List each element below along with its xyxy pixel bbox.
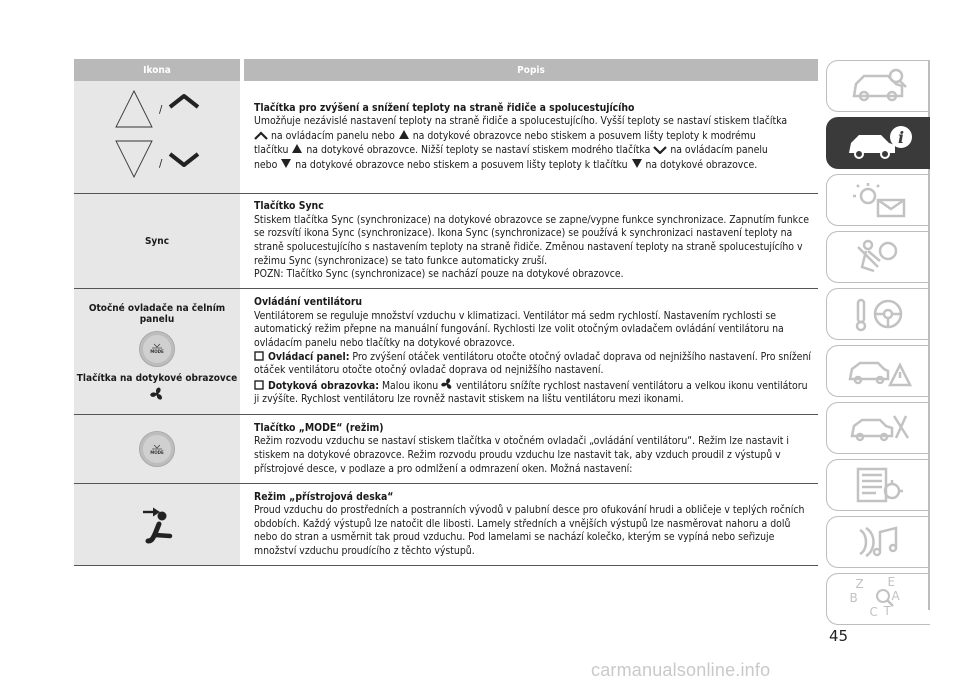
row-title: Režim „přístrojová deska“ bbox=[254, 490, 394, 503]
slash-separator: / bbox=[159, 157, 163, 170]
front-panel-knobs-label: Otočné ovladače na čelním panelu bbox=[88, 302, 226, 325]
row-text: Pro zvýšení otáček ventilátoru otočte otočný ovladač doprava od nejnižšího nastavení. Pro snížení otáček ventilátoru otočte otočný ovladač doprava od nejnižšího nastavení. bbox=[254, 350, 811, 377]
fan-icon-cell bbox=[74, 289, 240, 414]
table-row bbox=[74, 289, 818, 415]
alphabetical-index-icon: Z E B A C T bbox=[849, 575, 900, 619]
subsection-title: Dotyková obrazovka: bbox=[267, 379, 379, 392]
sidebar-tab-steering[interactable] bbox=[826, 288, 930, 340]
row-text: Umožňuje nezávislé nastavení teploty na straně řidiče a spolucestujícího. Vyšší teploty se nastaví stiskem tlačítka bbox=[254, 115, 788, 128]
airbag-seatbelt-icon bbox=[844, 237, 914, 277]
sidebar-tab-index[interactable] bbox=[826, 573, 930, 625]
fan-description bbox=[244, 289, 818, 414]
fan-icon bbox=[441, 378, 453, 390]
row-text: nebo bbox=[254, 158, 278, 171]
panel-mode-icon-cell bbox=[74, 484, 240, 565]
row-text: Stiskem tlačítka Sync (synchronizace) na dotykové obrazovce se zapne/vypne funkce synchronizace. Zapnutím funkce se rozsvítí ikona Sync (synchronizace). Ikona Sync (synchronizace) se používá k synchronizaci nastavení teploty na straně spolucestujícího s nastavením teploty na straně řidiče. Změnou nastavení teploty na straně spolucestujícího v režimu Sync (synchronizace) se tato funkce automaticky zruší. bbox=[254, 213, 809, 267]
mode-icon-cell bbox=[74, 415, 240, 483]
sidebar-tab-airbag[interactable] bbox=[826, 231, 930, 283]
sidebar-tab-multimedia[interactable] bbox=[826, 516, 930, 568]
panel-mode-description bbox=[244, 484, 818, 565]
triangle-down-icon bbox=[114, 139, 154, 179]
page-number: 45 bbox=[829, 627, 849, 645]
specifications-list-icon bbox=[844, 465, 914, 505]
touchscreen-buttons-label: Tlačítka na dotykové obrazovce bbox=[76, 372, 238, 384]
table-header bbox=[74, 59, 818, 81]
square-bullet-icon bbox=[254, 351, 265, 361]
svg-text:i: i bbox=[897, 128, 904, 147]
row-text: Malou ikonu bbox=[381, 379, 439, 392]
row-text: Proud vzduchu do prostředních a postranních vývodů v palubní desce pro ofukování hrudi a obličeje v teplých ročních obdobích. Každý výstupů lze natočit dle libosti. Lamely středních a vnějších výstupů lze nasměrovat nahoru a dolů nebo do stran a usměrnit tak proud vzduchu. Pod lamelami se nachází kolečko, kterým se vypíná nebo seřizuje množství vzduchu proudícího z těchto výstupů. bbox=[254, 504, 805, 557]
chevron-down-icon bbox=[168, 151, 200, 167]
watermark: carmanualsonline.info bbox=[591, 660, 771, 680]
multimedia-icon bbox=[844, 522, 914, 562]
sidebar-tab-warning-lights[interactable] bbox=[826, 174, 930, 226]
subsection-title: Ovládací panel: bbox=[267, 350, 350, 363]
sidebar-tab-specifications[interactable] bbox=[826, 459, 930, 511]
square-bullet-icon bbox=[254, 380, 265, 390]
panel-airflow-icon bbox=[140, 505, 174, 545]
chevron-up-icon bbox=[168, 93, 200, 109]
table-row bbox=[74, 415, 818, 484]
triangle-down-icon bbox=[631, 158, 643, 169]
row-title: Tlačítko „MODE“ (režim) bbox=[254, 421, 384, 434]
row-note: POZN: Tlačítko Sync (synchronizace) se nachází pouze na dotykové obrazovce. bbox=[254, 268, 624, 281]
sidebar-tab-maintenance[interactable] bbox=[826, 402, 930, 454]
row-text: Režim rozvodu vzduchu se nastaví stiskem tlačítka v otočném ovladači „ovládání ventilátoru“. Režim lze nastavit i stiskem na dotykové obrazovce. Režim rozvodu proudu vzduchu lze nastavit tak, aby vzduch proudil z výstupů v přístrojové desce, v podlaze a pro odmlžení a odmrazení oken. Možná nastavení: bbox=[254, 435, 789, 475]
table-row bbox=[74, 194, 818, 289]
header-description-column: Popis bbox=[244, 59, 818, 81]
sidebar-tab-car-info[interactable] bbox=[826, 117, 930, 169]
warning-lights-icon bbox=[844, 180, 914, 220]
car-search-icon bbox=[844, 66, 914, 106]
row-text: na ovládacím panelu nebo bbox=[270, 129, 395, 142]
climate-controls-table bbox=[74, 59, 818, 566]
chapter-sidebar bbox=[826, 60, 930, 630]
row-text: na dotykové obrazovce. Nižší teploty se nastaví stiskem modrého tlačítka bbox=[306, 144, 651, 157]
steering-key-icon bbox=[844, 294, 914, 334]
row-text: na ovládacím panelu bbox=[670, 144, 768, 157]
row-text: tlačítku bbox=[254, 144, 289, 157]
row-text: ventilátoru snížíte rychlost nastavení ventilátoru a velkou ikonu ventilátoru ji zvýšíte. Rychlost ventilátoru lze rovněž nastavit stiskem na lištu ventilátoru mezi ikonami. bbox=[254, 379, 808, 406]
row-title: Ovládání ventilátoru bbox=[254, 296, 363, 309]
fan-icon bbox=[150, 387, 164, 401]
mode-knob-icon: MODE bbox=[139, 431, 175, 467]
car-emergency-icon bbox=[844, 351, 914, 391]
triangle-up-icon bbox=[114, 89, 154, 129]
sync-icon-cell bbox=[74, 194, 240, 288]
temperature-description bbox=[244, 81, 818, 193]
sync-description bbox=[244, 194, 818, 288]
mode-description bbox=[244, 415, 818, 483]
triangle-up-icon bbox=[398, 129, 410, 140]
slash-separator: / bbox=[159, 103, 163, 116]
sidebar-tab-car-search[interactable] bbox=[826, 60, 930, 112]
row-title: Tlačítko Sync bbox=[254, 200, 324, 213]
row-title: Tlačítka pro zvýšení a snížení teploty na straně řidiče a spolucestujícího bbox=[254, 101, 635, 114]
car-tools-icon bbox=[844, 408, 914, 448]
chevron-down-icon bbox=[653, 145, 667, 154]
row-text: Ventilátorem se reguluje množství vzduchu v klimatizaci. Ventilátor má sedm rychlostí. Nastavením rychlosti se automatický režim přepne na manuální fungování. Rychlosti lze volit otočným ovladačem ovládání ventilátoru na ovládacím panelu nebo tlačítky na dotykové obrazovce. bbox=[254, 309, 784, 349]
triangle-up-icon bbox=[291, 143, 303, 154]
table-row bbox=[74, 484, 818, 566]
mode-knob-icon: MODE bbox=[139, 331, 175, 367]
row-text: na dotykové obrazovce. bbox=[645, 158, 758, 171]
triangle-down-icon bbox=[280, 158, 292, 169]
sync-label: Sync bbox=[144, 235, 170, 247]
row-text: na dotykové obrazovce nebo stiskem a posuvem lišty teploty k modrému bbox=[412, 129, 756, 142]
sidebar-tab-emergency[interactable] bbox=[826, 345, 930, 397]
header-icon-column: Ikona bbox=[74, 59, 240, 81]
temperature-icons-cell bbox=[74, 81, 240, 193]
table-row bbox=[74, 81, 818, 194]
chevron-up-icon bbox=[254, 131, 268, 140]
row-text: na dotykové obrazovce nebo stiskem a posuvem lišty teploty k tlačítku bbox=[295, 158, 628, 171]
car-info-icon bbox=[841, 123, 917, 163]
